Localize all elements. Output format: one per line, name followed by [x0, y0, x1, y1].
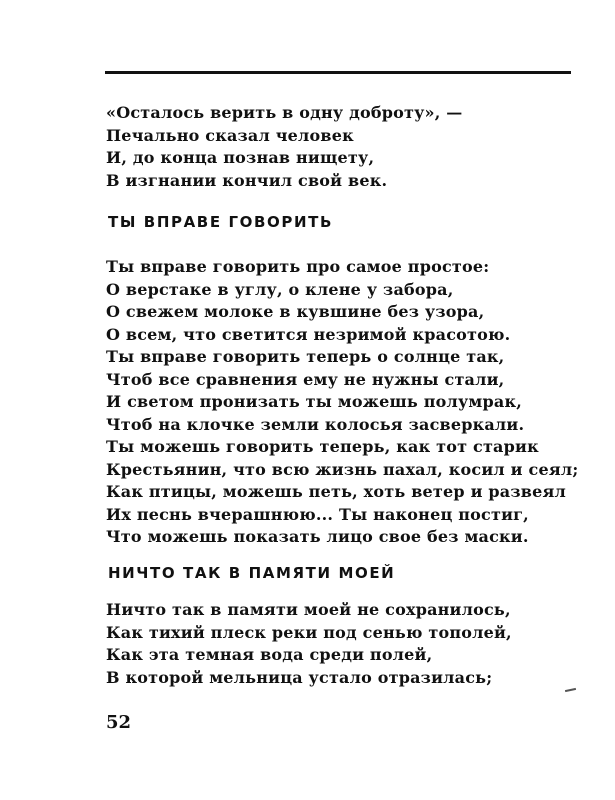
poem-line: О всем, что светится незримой красотою. — [106, 324, 511, 344]
poem-three-stanza — [106, 599, 512, 689]
poem-line: И, до конца познав нищету, — [106, 148, 375, 167]
poem-line: Ты можешь говорить теперь, как тот старик — [106, 437, 539, 456]
ink-mark — [565, 688, 576, 692]
top-rule — [105, 71, 571, 74]
poem-line: В изгнании кончил свой век. — [106, 170, 388, 190]
poem-line: Как эта темная вода среди полей, — [106, 645, 433, 664]
poem-line: Ничто так в памяти моей не сохранилось, — [106, 600, 511, 619]
poem-line: В которой мельница устало отразилась; — [106, 667, 493, 687]
poem-line: Ты вправе говорить теперь о солнце так, — [106, 347, 505, 366]
poem-line: И светом пронизать ты можешь полумрак, — [106, 392, 522, 411]
poem-line: Чтоб на клочке земли колосья засверкали. — [106, 414, 525, 434]
page-number: 52 — [106, 712, 132, 733]
poem-line: Что можешь показать лицо свое без маски. — [106, 527, 529, 546]
poem-line: Крестьянин, что всю жизнь пахал, косил и сеял; — [106, 459, 579, 479]
poem-intro-stanza — [106, 102, 463, 192]
poem-title: НИЧТО ТАК В ПАМЯТИ МОЕЙ — [108, 564, 396, 582]
poem-line: Печально сказал человек — [106, 125, 354, 145]
poem-line: «Осталось верить в одну доброту», — — [106, 103, 463, 122]
poem-line: Ты вправе говорить про самое простое: — [106, 257, 490, 276]
poem-line: Их песнь вчерашнюю... Ты наконец постиг, — [106, 504, 529, 524]
poem-line: Как птицы, можешь петь, хоть ветер и развеял — [106, 482, 566, 501]
poem-line: Как тихий плеск реки под сенью тополей, — [106, 622, 512, 642]
poem-title: ТЫ ВПРАВЕ ГОВОРИТЬ — [108, 213, 333, 231]
poem-line: О свежем молоке в кувшине без узора, — [106, 302, 485, 321]
poem-line: Чтоб все сравнения ему не нужны стали, — [106, 369, 505, 389]
poem-line: О верстаке в углу, о клене у забора, — [106, 279, 454, 299]
poem-two-stanza — [106, 256, 578, 549]
